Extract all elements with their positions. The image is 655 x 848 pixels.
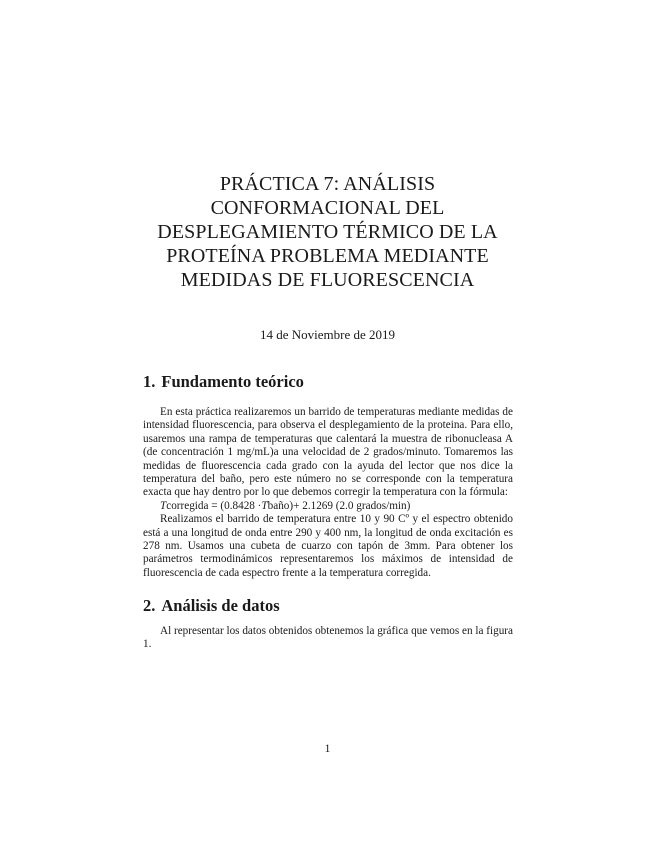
formula-var: T bbox=[160, 499, 167, 512]
paragraph: Realizamos el barrido de temperatura entre 10 y 90 Cº y el espectro obtenido está a una longitud de onda entre 290 y 400 nm, la longitud de onda excitación es 278 nm. Usamos una cubeta de cuarzo con tapón de 3mm. Para obtener los parámetros termodinámicos representaremos los máximos de intensidad de fluorescencia de cada espectro frente a la temperatura corregida. bbox=[143, 513, 513, 579]
title-line: PROTEÍNA PROBLEMA MEDIANTE bbox=[166, 245, 489, 267]
document-title bbox=[100, 172, 555, 292]
paragraph: Al representar los datos obtenidos obtenemos la gráfica que vemos en la figura 1. bbox=[143, 625, 513, 651]
title-line: DESPLEGAMIENTO TÉRMICO DE LA bbox=[157, 221, 498, 243]
formula-sub: baño bbox=[267, 499, 290, 512]
temperature-formula bbox=[143, 500, 513, 513]
section-number: 1. bbox=[143, 372, 156, 391]
paragraph: En esta práctica realizaremos un barrido de temperaturas mediante medidas de intensidad fluorescencia, para observa el desplegamiento de la proteina. Para ello, usaremos una rampa de temperaturas que calentará la muestra de ribonucleasa A (de concentración 1 mg/mL)a una velocidad de 2 grados/minuto. Tomaremos las medidas de fluorescencia cada grado con la ayuda del lector que nos dice la temperatura del baño, pero este número no se corresponde con la temperatura exacta que hay dentro por lo que debemos corregir la temperatura con la fórmula: bbox=[143, 406, 513, 499]
section-title: Fundamento teórico bbox=[161, 372, 304, 391]
formula-end: )+ 2.1269 (2.0 grados/min) bbox=[289, 499, 411, 512]
document-date: 14 de Noviembre de 2019 bbox=[259, 327, 396, 342]
section-body-analisis bbox=[143, 625, 513, 652]
formula-mid: = (0.8428 · bbox=[208, 499, 262, 512]
section-number: 2. bbox=[143, 596, 156, 615]
title-line: CONFORMACIONAL DEL bbox=[210, 197, 445, 219]
page-number: 1 bbox=[324, 743, 331, 755]
section-title: Análisis de datos bbox=[161, 596, 280, 615]
formula-var: T bbox=[261, 499, 268, 512]
section-heading-analisis bbox=[143, 596, 280, 616]
title-line: PRÁCTICA 7: ANÁLISIS bbox=[219, 173, 436, 195]
title-line: MEDIDAS DE FLUORESCENCIA bbox=[180, 269, 475, 291]
formula-sub: corregida bbox=[166, 499, 209, 512]
section-heading-fundamento bbox=[143, 372, 304, 392]
section-body-fundamento bbox=[143, 406, 513, 580]
